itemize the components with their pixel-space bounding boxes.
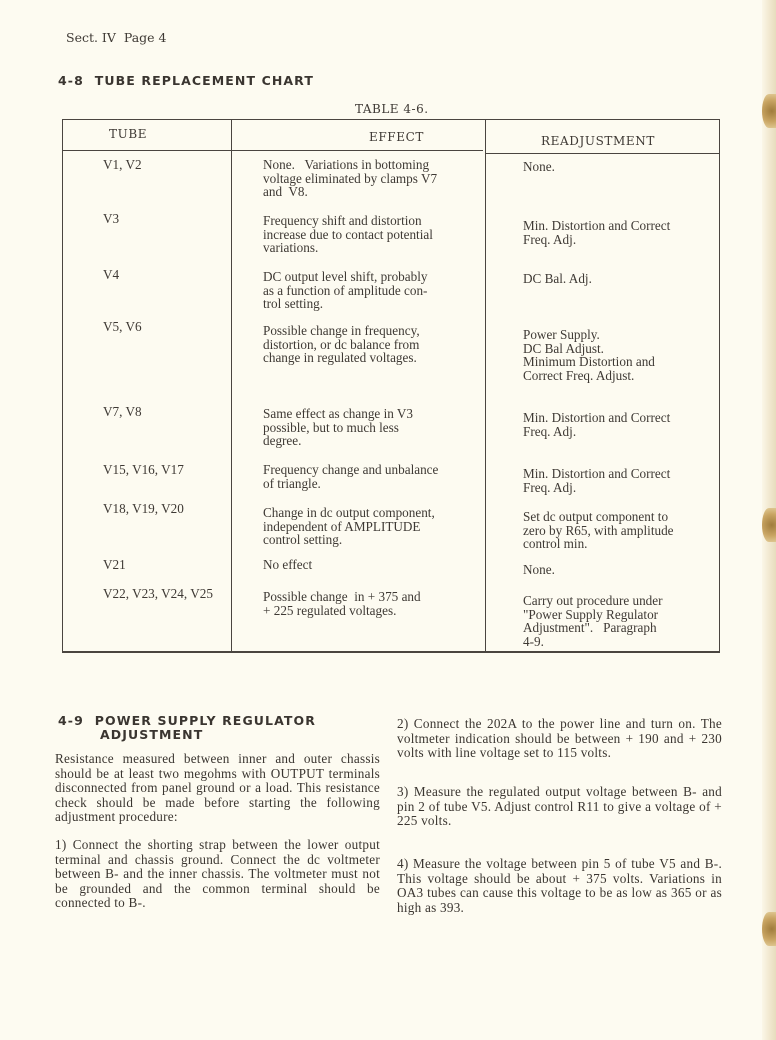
effect-cell [263,590,478,617]
column-header-effect: EFFECT [369,130,424,144]
readjustment-line: DC Bal Adjust. [523,340,604,356]
readjustment-line: Carry out procedure under [523,593,663,608]
effect-cell [263,158,478,199]
tube-cell: V18, V19, V20 [103,501,184,516]
effect-line: possible, but to much less [263,419,399,435]
effect-line: control setting. [263,532,343,547]
effect-line: distortion, or dc balance from [263,336,420,352]
readjustment-cell [523,160,713,174]
readjustment-line: Set dc output component to [523,509,669,524]
effect-line: None. Variations in bottoming [263,157,430,172]
effect-line: No effect [263,557,313,572]
table-caption: TABLE 4-6. [355,102,429,116]
effect-cell [263,463,478,490]
tube-cell: V4 [103,267,120,282]
effect-line: as a function of amplitude con- [263,282,428,298]
readjustment-line: Min. Distortion and Correct [523,218,671,233]
effect-cell [263,214,478,255]
tube-replacement-table [62,119,720,653]
effect-line: increase due to contact potential [263,226,433,242]
column-divider [231,120,232,651]
section-title-4-9-line2: ADJUSTMENT [100,727,204,742]
tube-cell: V7, V8 [103,404,142,419]
readjustment-line: 4-9. [523,633,544,649]
column-header-tube: TUBE [109,127,148,141]
binder-hole [762,912,776,946]
readjustment-line: None. [523,562,555,577]
readjustment-cell [523,272,713,286]
readjustment-line: Freq. Adj. [523,479,577,495]
readjustment-line: Freq. Adj. [523,231,577,247]
readjustment-line: None. [523,159,555,174]
effect-line: trol setting. [263,296,324,311]
intro-paragraph: Resistance measured between inner and outer chassis should be at least two megohms with OUTPUT terminals disconnected from panel ground or a load. This resistance check should be made before starting the following adjustment procedure: [55,751,380,824]
effect-line: and V8. [263,184,308,199]
binder-hole [762,508,776,542]
tube-cell: V5, V6 [103,319,142,334]
effect-line: Same effect as change in V3 [263,406,414,421]
readjustment-line: Power Supply. [523,327,600,342]
header-rule [63,150,483,151]
effect-cell [263,506,478,547]
effect-line: Possible change in + 375 and [263,589,421,604]
effect-line: change in regulated voltages. [263,350,417,365]
effect-line: independent of AMPLITUDE [263,518,421,534]
readjustment-cell [523,328,713,382]
effect-line: of triangle. [263,475,321,491]
column-divider [485,120,486,651]
readjustment-line: Correct Freq. Adjust. [523,367,635,383]
readjustment-cell [523,563,713,577]
effect-line: Frequency shift and distortion [263,213,422,228]
effect-cell [263,558,478,572]
binder-hole [762,94,776,128]
readjustment-line: control min. [523,536,588,551]
effect-line: + 225 regulated voltages. [263,602,397,618]
header-rule [485,153,719,154]
step-1: 1) Connect the shorting strap between the lower output terminal and chassis ground. Connect the dc voltmeter between B- and the inner chassis. The voltmeter must not be grounded and the common terminal should be connected to B-. [55,837,380,910]
readjustment-cell [523,411,713,438]
tube-cell: V3 [103,211,120,226]
readjustment-line: DC Bal. Adj. [523,271,592,286]
readjustment-cell [523,510,713,551]
effect-cell [263,407,478,448]
readjustment-line: Freq. Adj. [523,423,577,439]
step-4: 4) Measure the voltage between pin 5 of tube V5 and B-. This voltage should be about + 375 volts. Variations in OA3 tubes can cause this voltage to be as low as 365 or as high as 393. [397,856,722,915]
tube-cell: V1, V2 [103,157,142,172]
readjustment-line: zero by R65, with amplitude [523,522,674,538]
tube-cell: V21 [103,557,126,572]
readjustment-line: Minimum Distortion and [523,354,655,369]
section-title-4-8: 4-8 TUBE REPLACEMENT CHART [58,73,314,88]
tube-cell: V15, V16, V17 [103,462,184,477]
effect-line: DC output level shift, probably [263,269,428,284]
effect-line: variations. [263,240,319,255]
readjustment-line: Min. Distortion and Correct [523,466,671,481]
readjustment-cell [523,219,713,246]
effect-cell [263,270,478,311]
effect-line: degree. [263,433,302,448]
column-header-readjustment: READJUSTMENT [541,134,655,148]
effect-line: Possible change in frequency, [263,323,420,338]
effect-line: Frequency change and unbalance [263,462,439,477]
readjustment-line: "Power Supply Regulator [523,606,659,622]
effect-line: voltage eliminated by clamps V7 [263,170,438,186]
section-title-4-9: 4-9 POWER SUPPLY REGULATOR [58,713,316,728]
tube-cell: V22, V23, V24, V25 [103,586,213,601]
effect-cell [263,324,478,365]
step-2: 2) Connect the 202A to the power line and turn on. The voltmeter indication should be between + 190 and + 230 volts with line voltage set to 115 volts. [397,716,722,760]
readjustment-line: Min. Distortion and Correct [523,410,671,425]
page-header: Sect. IV Page 4 [66,30,167,45]
effect-line: Change in dc output component, [263,505,435,520]
readjustment-cell [523,467,713,494]
readjustment-cell [523,594,713,648]
readjustment-line: Adjustment". Paragraph [523,620,657,635]
step-3: 3) Measure the regulated output voltage between B- and pin 2 of tube V5. Adjust control R11 to give a voltage of + 225 volts. [397,784,722,828]
